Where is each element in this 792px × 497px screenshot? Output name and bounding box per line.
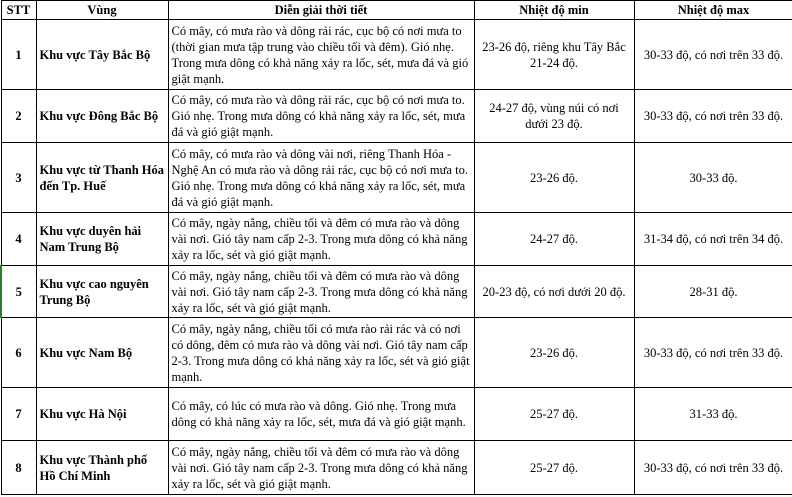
row-number: 7 <box>1 388 36 441</box>
row-number: 1 <box>1 20 36 90</box>
description-cell: Có mây, có mưa rào và dông rải rác, cục bộ có nơi mưa to (thời gian mưa tập trung vào chiều tối và đêm). Gió nhẹ. Trong mưa dông có khả năng xảy ra lốc, sét, mưa đá và gió giật mạnh. <box>168 20 474 90</box>
temp-max-cell: 31-33 độ. <box>634 388 792 441</box>
temp-min-cell: 23-26 độ. <box>474 318 634 388</box>
region-cell: Khu vực duyên hải Nam Trung Bộ <box>36 213 168 266</box>
table-row <box>1 266 792 318</box>
row-number: 8 <box>1 441 36 495</box>
description-cell: Có mây, có mưa rào và dông rải rác, cục bộ có nơi mưa to. Gió nhẹ. Trong mưa dông có khả năng xảy ra lốc, sét, mưa đá và gió giật mạnh. <box>168 90 474 143</box>
table-row <box>1 20 792 90</box>
temp-min-cell: 24-27 độ. <box>474 213 634 266</box>
temp-min-cell: 23-26 độ. <box>474 143 634 213</box>
description-cell: Có mây, ngày nắng, chiều tối và đêm có mưa rào và dông vài nơi. Gió tây nam cấp 2-3. Trong mưa dông có khả năng xảy ra lốc, sét và gió giật mạnh. <box>168 266 474 318</box>
region-cell: Khu vực Hà Nội <box>36 388 168 441</box>
row-number: 5 <box>1 266 36 318</box>
row-number: 2 <box>1 90 36 143</box>
region-cell: Khu vực cao nguyên Trung Bộ <box>36 266 168 318</box>
temp-max-cell: 28-31 độ. <box>634 266 792 318</box>
temp-max-cell: 30-33 độ, có nơi trên 33 độ. <box>634 318 792 388</box>
table-row <box>1 90 792 143</box>
row-number: 4 <box>1 213 36 266</box>
region-cell: Khu vực Thành phố Hồ Chí Minh <box>36 441 168 495</box>
header-temp-max: Nhiệt độ max <box>634 1 792 20</box>
temp-min-cell: 25-27 độ. <box>474 441 634 495</box>
description-cell: Có mây, có lúc có mưa rào và dông. Gió nhẹ. Trong mưa dông có khả năng xảy ra lốc, sét, mưa đá và gió giật mạnh. <box>168 388 474 441</box>
header-temp-min: Nhiệt độ min <box>474 1 634 20</box>
temp-max-cell: 31-34 độ, có nơi trên 34 độ. <box>634 213 792 266</box>
region-cell: Khu vực Tây Bắc Bộ <box>36 20 168 90</box>
table-row <box>1 318 792 388</box>
temp-min-cell: 25-27 độ. <box>474 388 634 441</box>
description-cell: Có mây, ngày nắng, chiều tối và đêm có mưa rào và dông vài nơi. Gió tây nam cấp 2-3. Trong mưa dông có khả năng xảy ra lốc, sét và gió giật mạnh. <box>168 213 474 266</box>
header-region: Vùng <box>36 1 168 20</box>
temp-min-cell: 23-26 độ, riêng khu Tây Bắc 21-24 độ. <box>474 20 634 90</box>
table-row <box>1 441 792 495</box>
table-row <box>1 388 792 441</box>
temp-min-cell: 24-27 độ, vùng núi có nơi dưới 23 độ. <box>474 90 634 143</box>
header-stt: STT <box>1 1 36 20</box>
description-cell: Có mây, có mưa rào và dông vài nơi, riêng Thanh Hóa - Nghệ An có mưa rào và dông rải rác, cục bộ có nơi mưa to. Gió nhẹ. Trong mưa dông có khả năng xảy ra lốc, sét, mưa đá và gió giật mạnh. <box>168 143 474 213</box>
region-cell: Khu vực Nam Bộ <box>36 318 168 388</box>
table-header-row <box>1 1 792 20</box>
table-row <box>1 213 792 266</box>
temp-max-cell: 30-33 độ, có nơi trên 33 độ. <box>634 20 792 90</box>
row-number: 6 <box>1 318 36 388</box>
temp-max-cell: 30-33 độ, có nơi trên 33 độ. <box>634 90 792 143</box>
description-cell: Có mây, ngày nắng, chiều tối có mưa rào rải rác và có nơi có dông, đêm có mưa rào và dông vài nơi. Gió tây nam cấp 2-3. Trong mưa dông có khả năng xảy ra lốc, sét và gió giật mạnh. <box>168 318 474 388</box>
temp-min-cell: 20-23 độ, có nơi dưới 20 độ. <box>474 266 634 318</box>
region-cell: Khu vực Đông Bắc Bộ <box>36 90 168 143</box>
table-row <box>1 143 792 213</box>
header-description: Diễn giải thời tiết <box>168 1 474 20</box>
temp-max-cell: 30-33 độ. <box>634 143 792 213</box>
region-cell: Khu vực từ Thanh Hóa đến Tp. Huế <box>36 143 168 213</box>
description-cell: Có mây, ngày nắng, chiều tối và đêm có mưa rào và dông vài nơi. Gió tây nam cấp 2-3. Trong mưa dông có khả năng xảy ra lốc, sét và gió giật mạnh. <box>168 441 474 495</box>
temp-max-cell: 30-33 độ, có nơi trên 33 độ. <box>634 441 792 495</box>
row-number: 3 <box>1 143 36 213</box>
